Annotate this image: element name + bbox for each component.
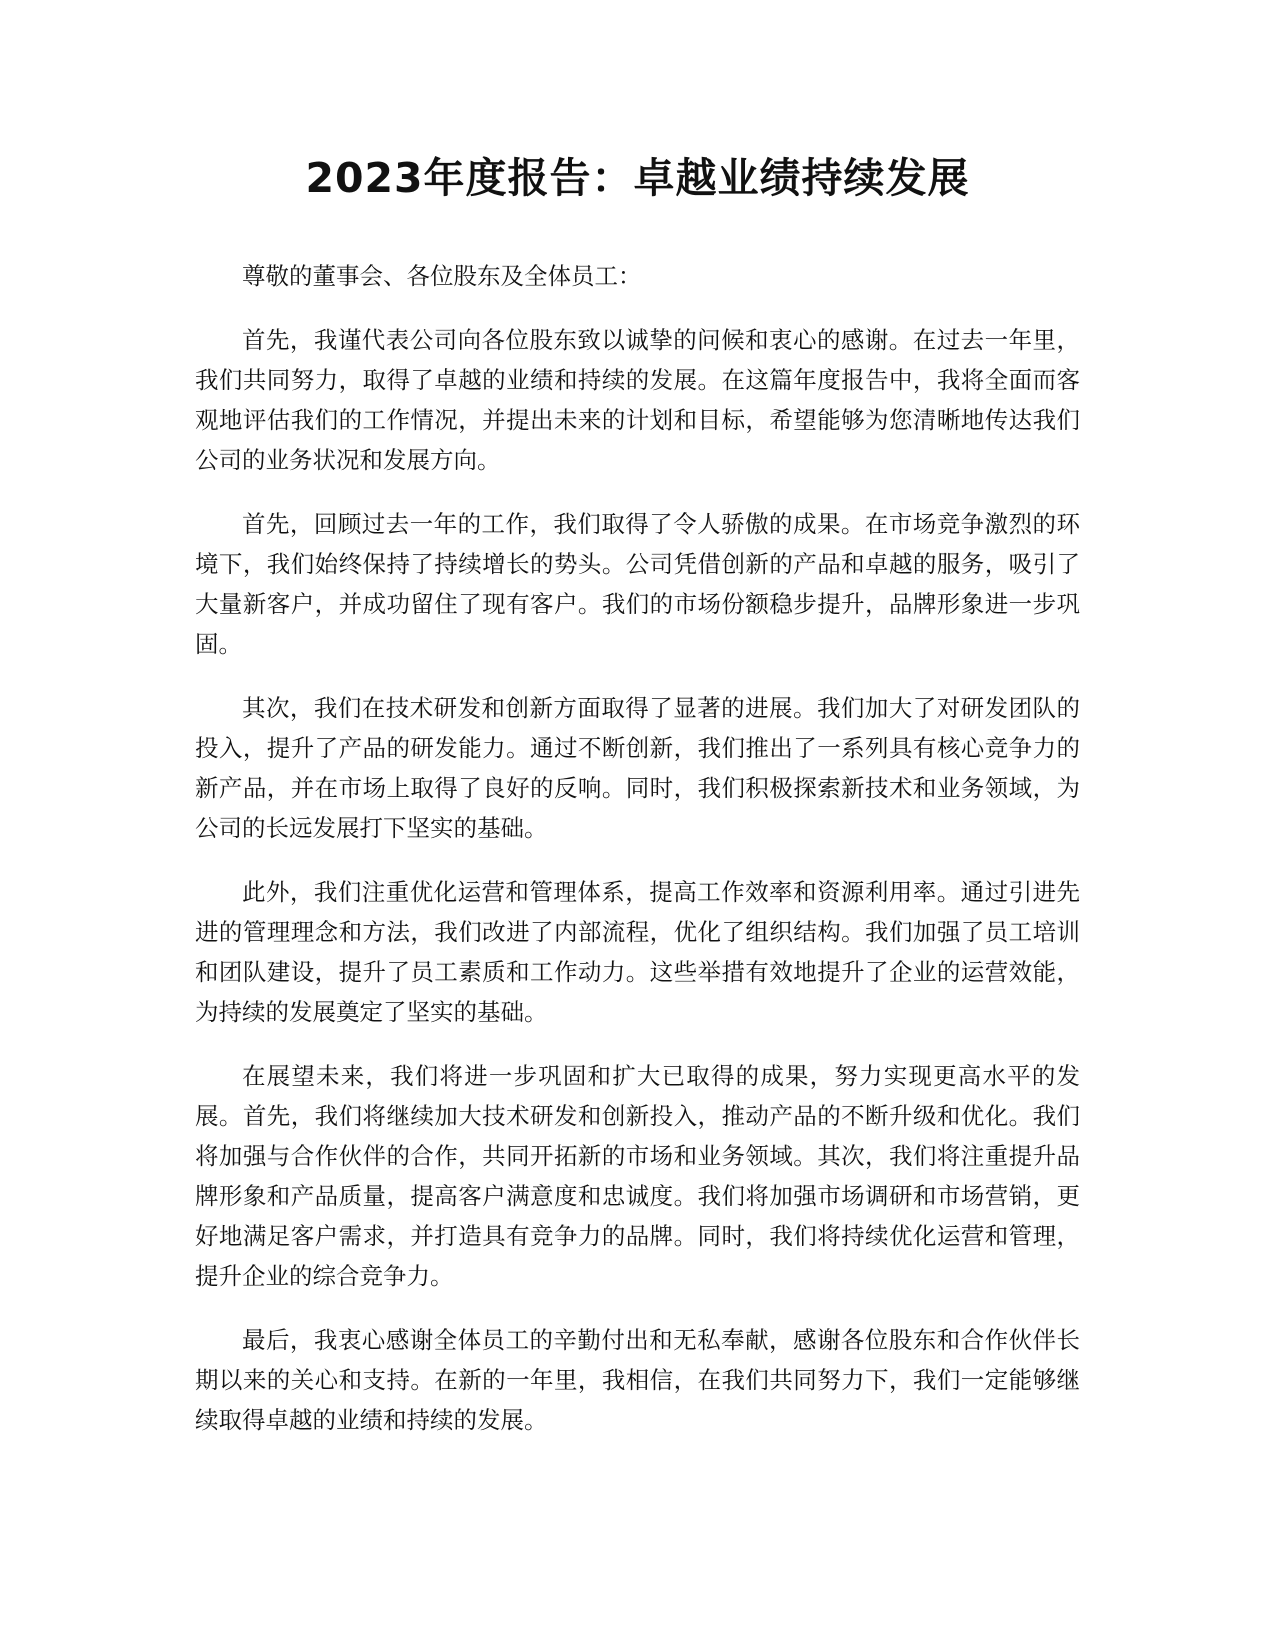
salutation: 尊敬的董事会、各位股东及全体员工： (242, 262, 642, 290)
paragraph-rnd: 其次，我们在技术研发和创新方面取得了显著的进展。我们加大了对研发团队的投入，提升了产品的研发能力。通过不断创新，我们推出了一系列具有核心竞争力的新产品，并在市场上取得了良好的反响。同时，我们积极探索新技术和业务领域，为公司的长远发展打下坚实的基础。 (195, 694, 1080, 842)
paragraph-outlook: 在展望未来，我们将进一步巩固和扩大已取得的成果，努力实现更高水平的发展。首先，我们将继续加大技术研发和创新投入，推动产品的不断升级和优化。我们将加强与合作伙伴的合作，共同开拓新的市场和业务领域。其次，我们将注重提升品牌形象和产品质量，提高客户满意度和忠诚度。我们将加强市场调研和市场营销，更好地满足客户需求，并打造具有竞争力的品牌。同时，我们将持续优化运营和管理，提升企业的综合竞争力。 (195, 1062, 1080, 1290)
paragraph-closing: 最后，我衷心感谢全体员工的辛勤付出和无私奉献，感谢各位股东和合作伙伴长期以来的关心和支持。在新的一年里，我相信，在我们共同努力下，我们一定能够继续取得卓越的业绩和持续的发展。 (195, 1326, 1080, 1434)
document-title: 2023年度报告：卓越业绩持续发展 (305, 154, 970, 202)
document-body (195, 256, 1080, 1440)
paragraph-operations: 此外，我们注重优化运营和管理体系，提高工作效率和资源利用率。通过引进先进的管理理念和方法，我们改进了内部流程，优化了组织结构。我们加强了员工培训和团队建设，提升了员工素质和工作动力。这些举措有效地提升了企业的运营效能，为持续的发展奠定了坚实的基础。 (195, 878, 1080, 1026)
paragraph-opening: 首先，我谨代表公司向各位股东致以诚挚的问候和衷心的感谢。在过去一年里，我们共同努力，取得了卓越的业绩和持续的发展。在这篇年度报告中，我将全面而客观地评估我们的工作情况，并提出未来的计划和目标，希望能够为您清晰地传达我们公司的业务状况和发展方向。 (195, 326, 1080, 474)
paragraph-review: 首先，回顾过去一年的工作，我们取得了令人骄傲的成果。在市场竞争激烈的环境下，我们始终保持了持续增长的势头。公司凭借创新的产品和卓越的服务，吸引了大量新客户，并成功留住了现有客户。我们的市场份额稳步提升，品牌形象进一步巩固。 (195, 510, 1080, 658)
